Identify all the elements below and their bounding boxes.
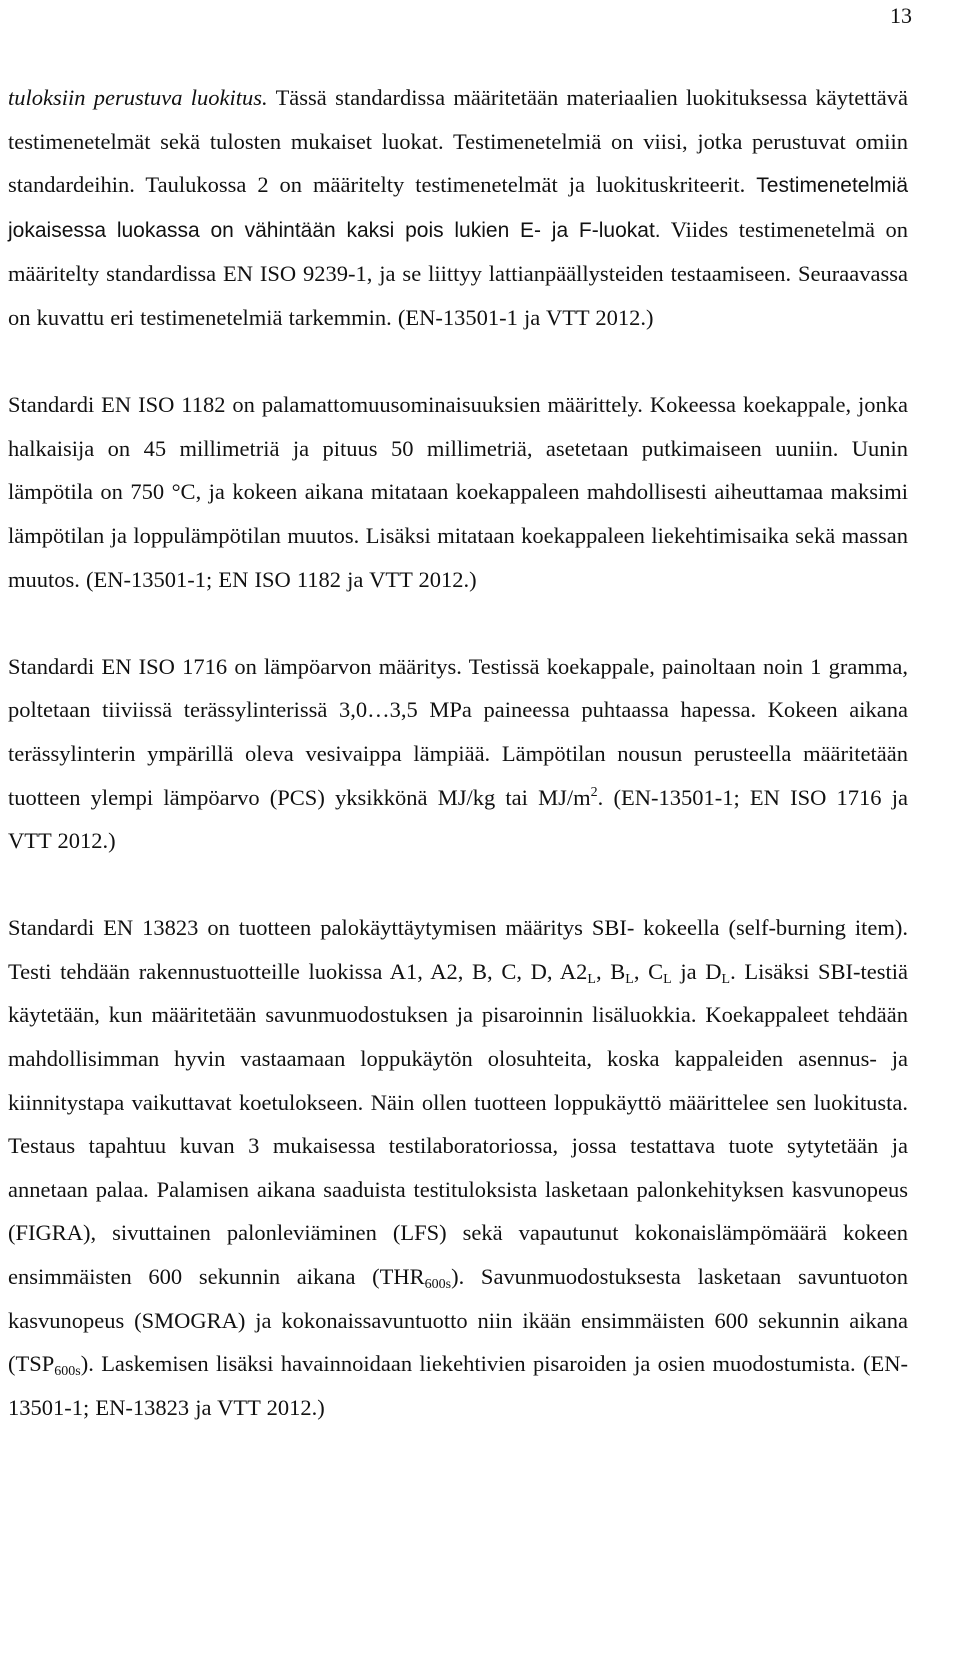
paragraph-text: Viides testimenetelmä on määritelty standardissa EN ISO 9239-1, ja se liittyy lattianpäällysteiden testaamiseen. Seuraavassa on kuvattu eri testimenetelmiä tarkemmin. (EN-13501-1 ja VTT 2012.) [8,216,909,330]
page-number: 13 [890,3,912,28]
paragraph-text: Standardi EN 13823 on tuotteen palokäyttäytymisen määritys SBI- kokeella (self-burning item). Testi tehdään rakennustuotteille luokissa A1, A2, B, C, D, A2 [8,915,908,984]
subscript: L [587,971,596,987]
paragraph-text: . Lisäksi SBI-testiä käytetään, kun määritetään savunmuodostuksen ja pisaroinnin lisäluokkia. Koekappaleet tehdään mahdollisimman hyvin vastaamaan loppukäytön olosuhteita, koska kappaleiden asennus- ja kiinnitystapa vaikuttavat koetulokseen. Näin ollen tuotteen loppukäyttö määrittelee sen luokitusta. Testaus tapahtuu kuvan 3 mukaisessa testilaboratoriossa, jossa testattava tuote sytytetään ja annetaan palaa. Palamisen aikana saaduista testituloksista lasketaan palonkehityksen kasvunopeus (FIGRA), sivuttainen palonleviäminen (LFS) sekä vapautunut kokonaislämpömäärä kokeen ensimmäisten 600 sekunnin aikana (THR [8,958,909,1290]
italic-lead: tuloksiin perustuva luokitus. [8,85,268,110]
paragraph-text: . (EN-13501-1; EN ISO 1716 ja VTT 2012.) [8,784,908,854]
paragraph-en-iso-1716 [8,645,908,863]
paragraph-classification-intro [8,76,908,340]
paragraph-en-13823 [8,906,908,1429]
paragraph-text: , C [633,958,664,984]
document-body [8,76,908,1429]
superscript: 2 [590,784,598,800]
subscript: 600s [424,1277,452,1293]
subscript: L [663,971,672,987]
paragraph-text: Standardi EN ISO 1716 on lämpöarvon määritys. Testissä koekappale, painoltaan noin 1 gramma, poltetaan tiiviissä terässylinterissä 3,0…3,5 MPa paineessa puhtaassa hapessa. Kokeen aikana terässylinterin ympärillä oleva vesivaippa lämpiää. Lämpötilan nousun perusteella määritetään tuotteen ylempi lämpöarvo (PCS) yksikkönä MJ/kg tai MJ/m [8,653,908,810]
paragraph-text: Tässä standardissa määritetään materiaalien luokituksessa käytettävä testimenetelmät sekä tulosten mukaiset luokat. Testimenetelmiä on viisi, jotka perustuvat omiin standardeihin. Taulukossa 2 on määritelty testimenetelmät ja luokituskriteerit. [8,85,909,198]
paragraph-text: ja D [671,958,722,984]
subscript: L [625,971,634,987]
subscript: 600s [54,1364,81,1380]
paragraph-text: ). Savunmuodostuksesta lasketaan savuntuoton kasvunopeus (SMOGRA) ja kokonaissavuntuotto niin ikään ensimmäisten 600 sekunnin aikana (TSP [8,1264,908,1377]
paragraph-text: ). Laskemisen lisäksi havainnoidaan liekehtivien pisaroiden ja osien muodostumista. (EN-13501-1; EN-13823 ja VTT 2012.) [8,1351,908,1420]
paragraph-text: Standardi EN ISO 1182 on palamattomuusominaisuuksien määrittely. Kokeessa koekappale, jonka halkaisija on 45 millimetriä ja pituus 50 millimetriä, asetetaan putkimaiseen uuniin. Uunin lämpötila on 750 °C, ja kokeen aikana mitataan koekappaleen mahdollisesti aiheuttamaa maksimi lämpötilan ja loppulämpötilan muutos. Lisäksi mitataan koekappaleen liekehtimisaika sekä massan muutos. (EN-13501-1; EN ISO 1182 ja VTT 2012.) [8,392,908,592]
paragraph-text-sans: Testimenetelmiä jokaisessa luokassa on vähintään kaksi pois lukien E- ja F-luokat. [8,174,908,242]
paragraph-text: , B [595,958,626,984]
subscript: L [721,971,731,987]
paragraph-en-iso-1182 [8,383,908,601]
